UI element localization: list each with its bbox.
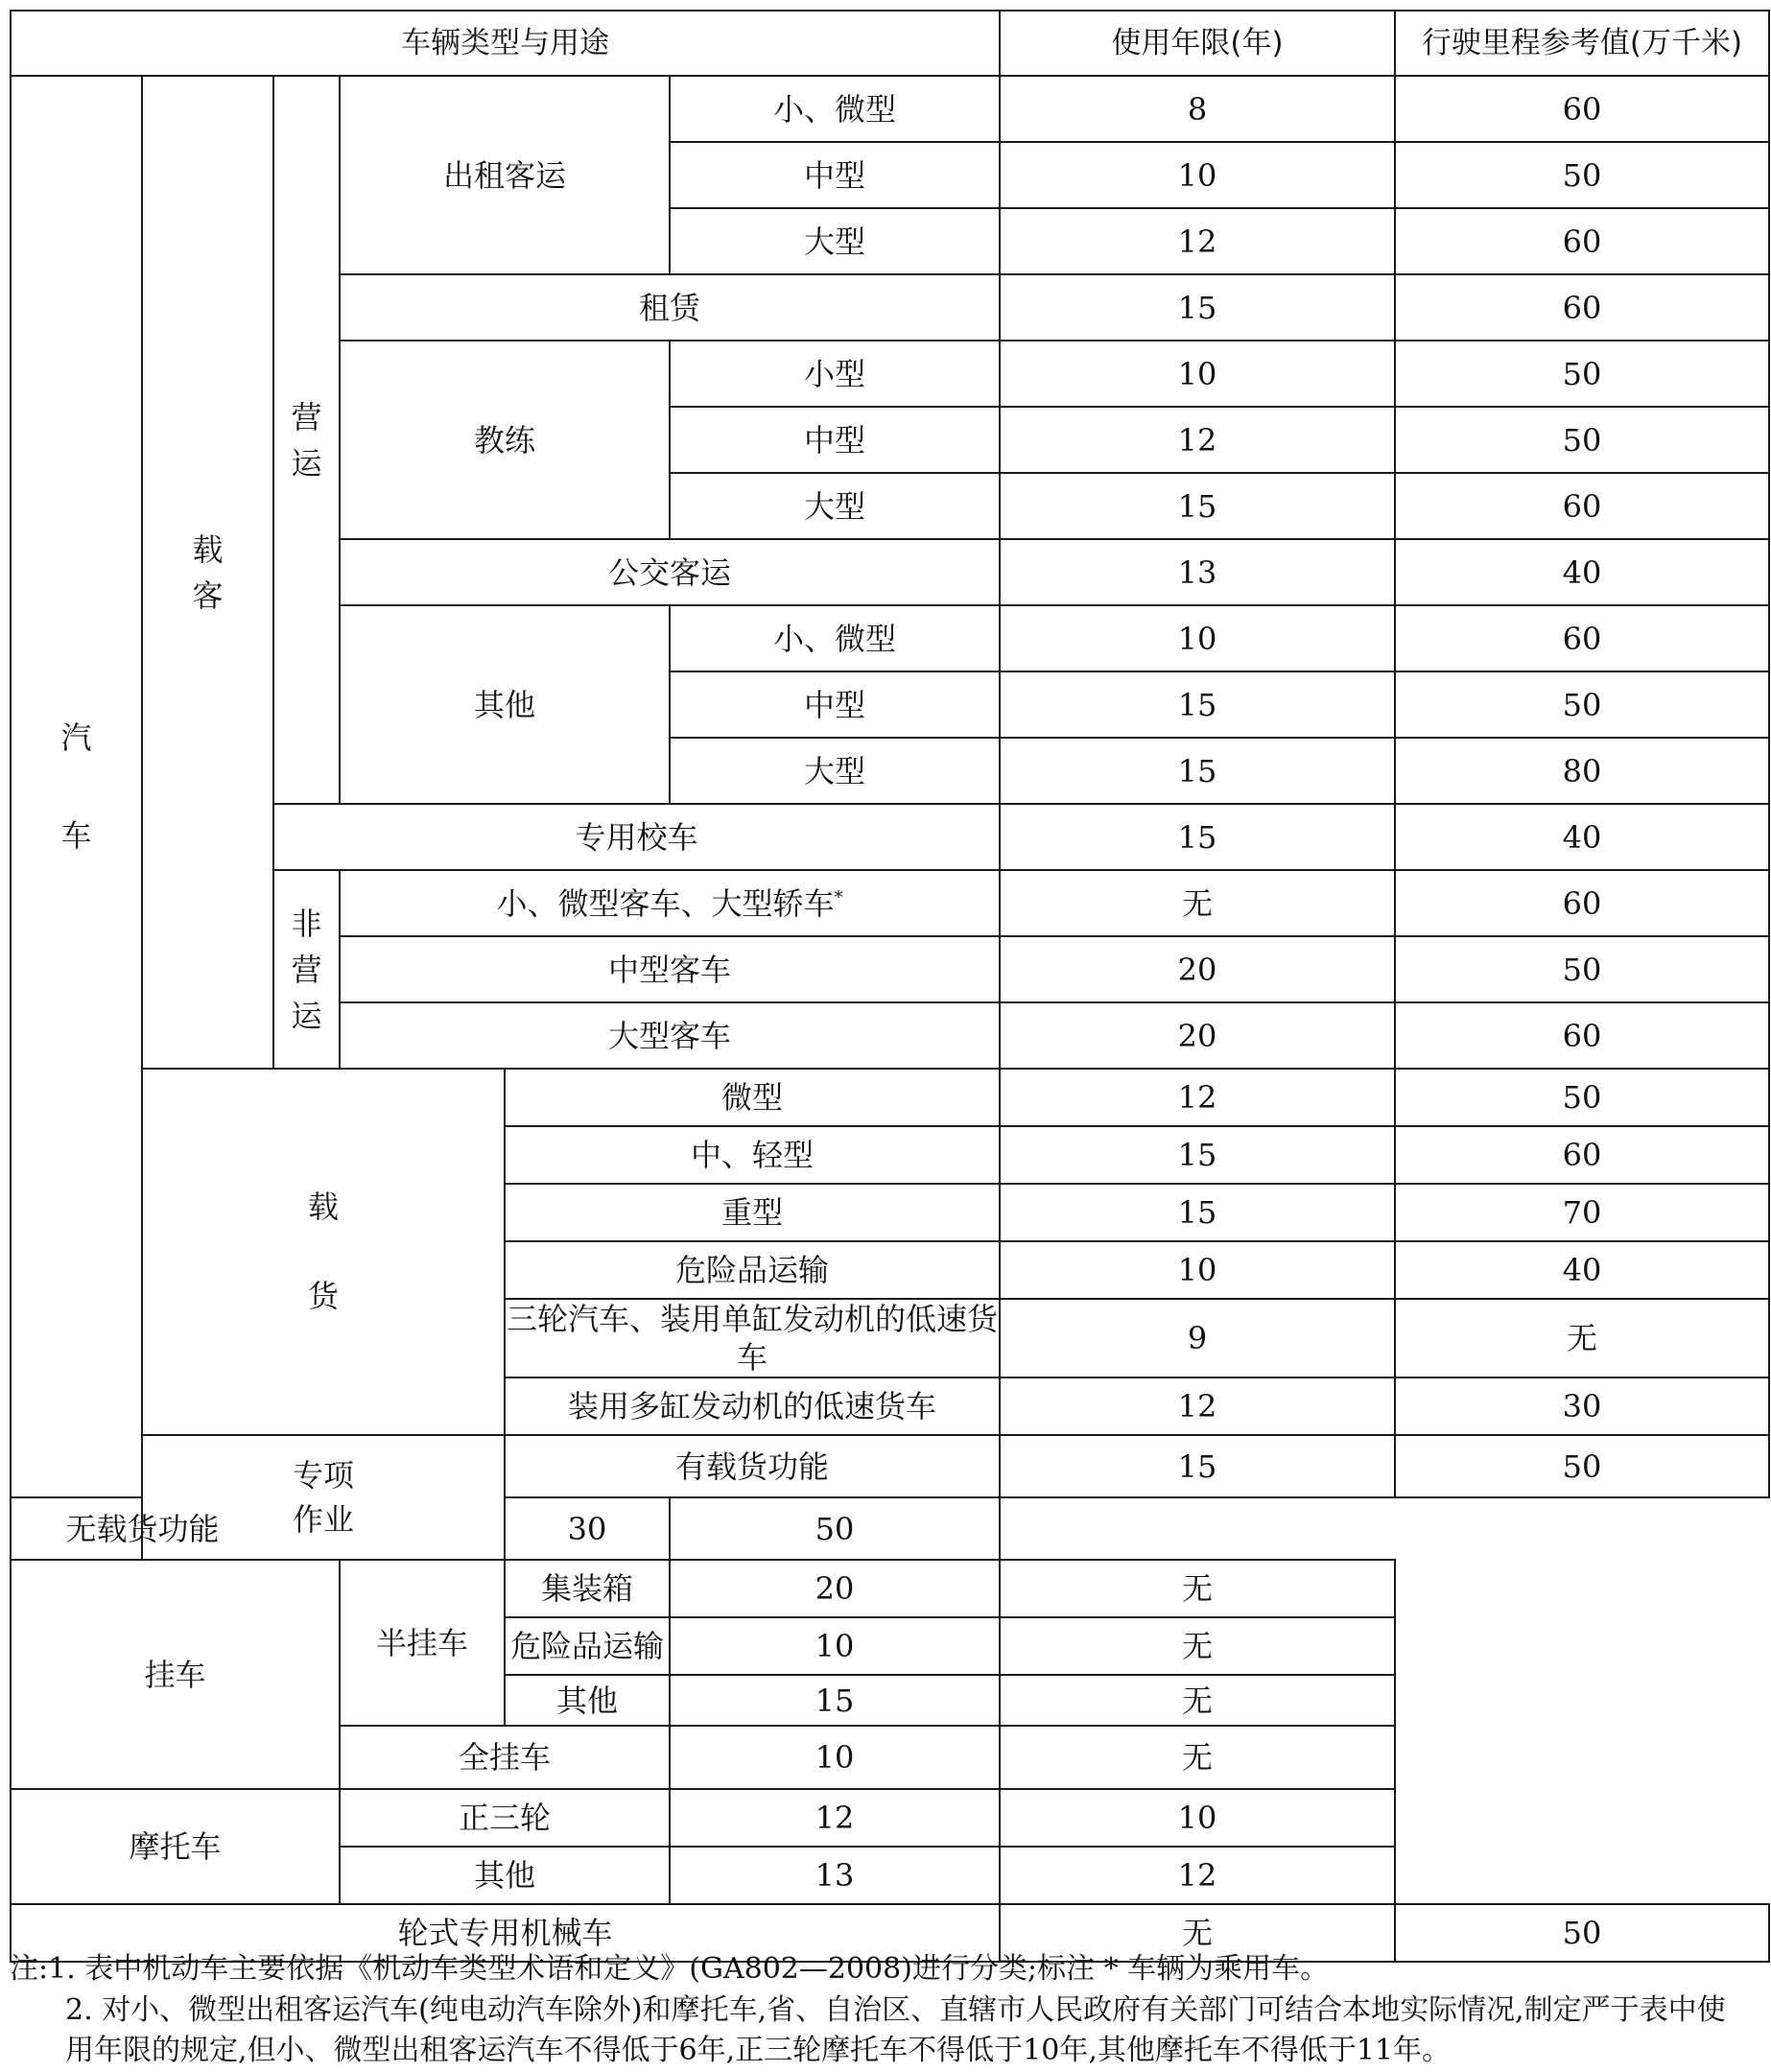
row-years: 15 — [1000, 738, 1395, 804]
table-row — [11, 1560, 1769, 1617]
row-km: 40 — [1395, 539, 1769, 605]
note-1 — [10, 1949, 1765, 1990]
row-years: 15 — [1000, 1126, 1395, 1184]
row-km: 50 — [1395, 142, 1769, 208]
group-chuzu: 出租客运 — [340, 76, 670, 274]
row-label: 集装箱 — [505, 1560, 670, 1617]
passenger-car-mark: * — [834, 886, 843, 907]
table-row — [11, 804, 1769, 870]
group-zhuanxiang: 专项作业 — [142, 1435, 505, 1560]
row-years: 10 — [670, 1617, 1000, 1675]
row-km: 30 — [1395, 1377, 1769, 1435]
row-years: 12 — [670, 1789, 1000, 1847]
row-label: 三轮汽车、装用单缸发动机的低速货车 — [506, 1301, 998, 1376]
row-label: 大型 — [670, 473, 1000, 539]
note-prefix: 注: — [10, 1952, 49, 1986]
row-years: 13 — [670, 1847, 1000, 1904]
row-label: 小、微型 — [670, 605, 1000, 671]
row-years: 15 — [1000, 671, 1395, 738]
row-years: 8 — [1000, 76, 1395, 142]
row-km: 无 — [1395, 1299, 1769, 1377]
row-km: 70 — [1395, 1184, 1769, 1241]
table-row — [11, 1069, 1769, 1126]
row-label: 微型 — [505, 1069, 1000, 1126]
row-km: 40 — [1395, 804, 1769, 870]
row-km: 50 — [1395, 1904, 1769, 1962]
row-label: 专用校车 — [273, 804, 1000, 870]
row-label: 轮式专用机械车 — [11, 1904, 1000, 1962]
note-1-number: 1. — [48, 1952, 76, 1986]
row-km: 50 — [1395, 1435, 1769, 1497]
row-years: 12 — [1000, 407, 1395, 473]
row-label: 中、轻型 — [505, 1126, 1000, 1184]
row-years: 12 — [1000, 1069, 1395, 1126]
row-label: 中型 — [670, 671, 1000, 738]
group-qiche: 汽车 — [11, 76, 142, 1497]
header-service-years: 使用年限(年) — [1000, 11, 1395, 76]
note-2 — [10, 1990, 1754, 2072]
row-label: 危险品运输 — [505, 1617, 670, 1675]
row-years: 15 — [1000, 274, 1395, 341]
row-km: 80 — [1395, 738, 1769, 804]
row-km: 50 — [1395, 936, 1769, 1002]
row-label: 小、微型 — [670, 76, 1000, 142]
row-years: 13 — [1000, 539, 1395, 605]
row-years: 10 — [1000, 341, 1395, 407]
row-label: 其他 — [505, 1675, 670, 1726]
header-vehicle-type: 车辆类型与用途 — [11, 11, 1000, 76]
row-years: 无 — [1000, 1904, 1395, 1962]
vehicle-service-life-table — [10, 10, 1770, 1963]
row-km: 60 — [1395, 208, 1769, 274]
row-years: 15 — [1000, 1184, 1395, 1241]
group-banguache: 半挂车 — [340, 1560, 505, 1726]
row-label: 大型 — [670, 738, 1000, 804]
group-qita-ke: 其他 — [340, 605, 670, 804]
row-years: 10 — [1000, 1241, 1395, 1299]
row-km: 12 — [1000, 1847, 1395, 1904]
row-km: 60 — [1395, 76, 1769, 142]
row-km: 60 — [1395, 473, 1769, 539]
group-yingyun: 营运 — [273, 76, 340, 804]
row-label: 重型 — [505, 1184, 1000, 1241]
row-years: 12 — [1000, 208, 1395, 274]
row-label: 中型 — [670, 142, 1000, 208]
group-feiyingyun: 非营运 — [273, 870, 340, 1069]
row-label: 装用多缸发动机的低速货车 — [505, 1377, 1000, 1435]
row-label: 租赁 — [340, 274, 1000, 341]
row-label: 无载货功能 — [11, 1497, 273, 1560]
header-mileage: 行驶里程参考值(万千米) — [1395, 11, 1769, 76]
row-years: 20 — [670, 1560, 1000, 1617]
row-label: 小型 — [670, 341, 1000, 407]
group-zaike: 载客 — [142, 76, 273, 1069]
row-label: 大型 — [670, 208, 1000, 274]
note-1-text: 表中机动车主要依据《机动车类型术语和定义》(GA802—2008)进行分类;标注 * 车辆为乘用车。 — [84, 1952, 1330, 1986]
header-row — [11, 11, 1769, 76]
row-years: 20 — [1000, 936, 1395, 1002]
row-km: 10 — [1000, 1789, 1395, 1847]
table-row — [11, 76, 1769, 142]
table-row — [11, 1435, 1769, 1497]
row-label: 公交客运 — [340, 539, 1000, 605]
row-km: 60 — [1395, 605, 1769, 671]
group-guache: 挂车 — [11, 1560, 340, 1789]
row-km: 50 — [1395, 341, 1769, 407]
row-label: 大型客车 — [340, 1002, 1000, 1069]
row-years: 15 — [1000, 473, 1395, 539]
row-years: 20 — [1000, 1002, 1395, 1069]
row-label: 中型客车 — [340, 936, 1000, 1002]
row-km: 无 — [1000, 1617, 1395, 1675]
note-2-number: 2. — [65, 1992, 93, 2027]
row-label: 中型 — [670, 407, 1000, 473]
row-km: 无 — [1000, 1675, 1395, 1726]
row-years: 9 — [1000, 1299, 1395, 1377]
row-years: 10 — [1000, 142, 1395, 208]
row-label: 正三轮 — [340, 1789, 670, 1847]
row-km: 60 — [1395, 1002, 1769, 1069]
row-km: 50 — [1395, 407, 1769, 473]
row-years: 30 — [505, 1497, 670, 1560]
group-jiaolian: 教练 — [340, 341, 670, 539]
table-notes — [10, 1949, 1765, 2072]
table-row — [11, 870, 1769, 936]
table-row — [11, 1789, 1769, 1847]
group-zaihuo: 载货 — [142, 1069, 505, 1435]
row-years: 15 — [1000, 1435, 1395, 1497]
group-motuoche: 摩托车 — [11, 1789, 340, 1904]
row-label: 小、微型客车、大型轿车* — [340, 870, 1000, 936]
row-km: 50 — [1395, 671, 1769, 738]
row-years: 10 — [1000, 605, 1395, 671]
row-km: 50 — [670, 1497, 1000, 1560]
row-km: 无 — [1000, 1560, 1395, 1617]
note-2-text: 对小、微型出租客运汽车(纯电动汽车除外)和摩托车,省、自治区、直辖市人民政府有关部门可结合本地实际情况,制定严于表中使用年限的规定,但小、微型出租客运汽车不得低于6年,正三轮摩托车不得低于10年,其他摩托车不得低于11年。 — [65, 1992, 1726, 2068]
row-years: 12 — [1000, 1377, 1395, 1435]
row-km: 无 — [1000, 1726, 1395, 1789]
row-years: 无 — [1000, 870, 1395, 936]
row-km: 60 — [1395, 870, 1769, 936]
row-years: 15 — [1000, 804, 1395, 870]
row-label: 危险品运输 — [505, 1241, 1000, 1299]
row-label: 有载货功能 — [505, 1435, 1000, 1497]
row-label: 全挂车 — [340, 1726, 670, 1789]
row-km: 60 — [1395, 274, 1769, 341]
row-km: 40 — [1395, 1241, 1769, 1299]
row-km: 50 — [1395, 1069, 1769, 1126]
row-label: 其他 — [340, 1847, 670, 1904]
row-years: 10 — [670, 1726, 1000, 1789]
row-km: 60 — [1395, 1126, 1769, 1184]
row-years: 15 — [670, 1675, 1000, 1726]
